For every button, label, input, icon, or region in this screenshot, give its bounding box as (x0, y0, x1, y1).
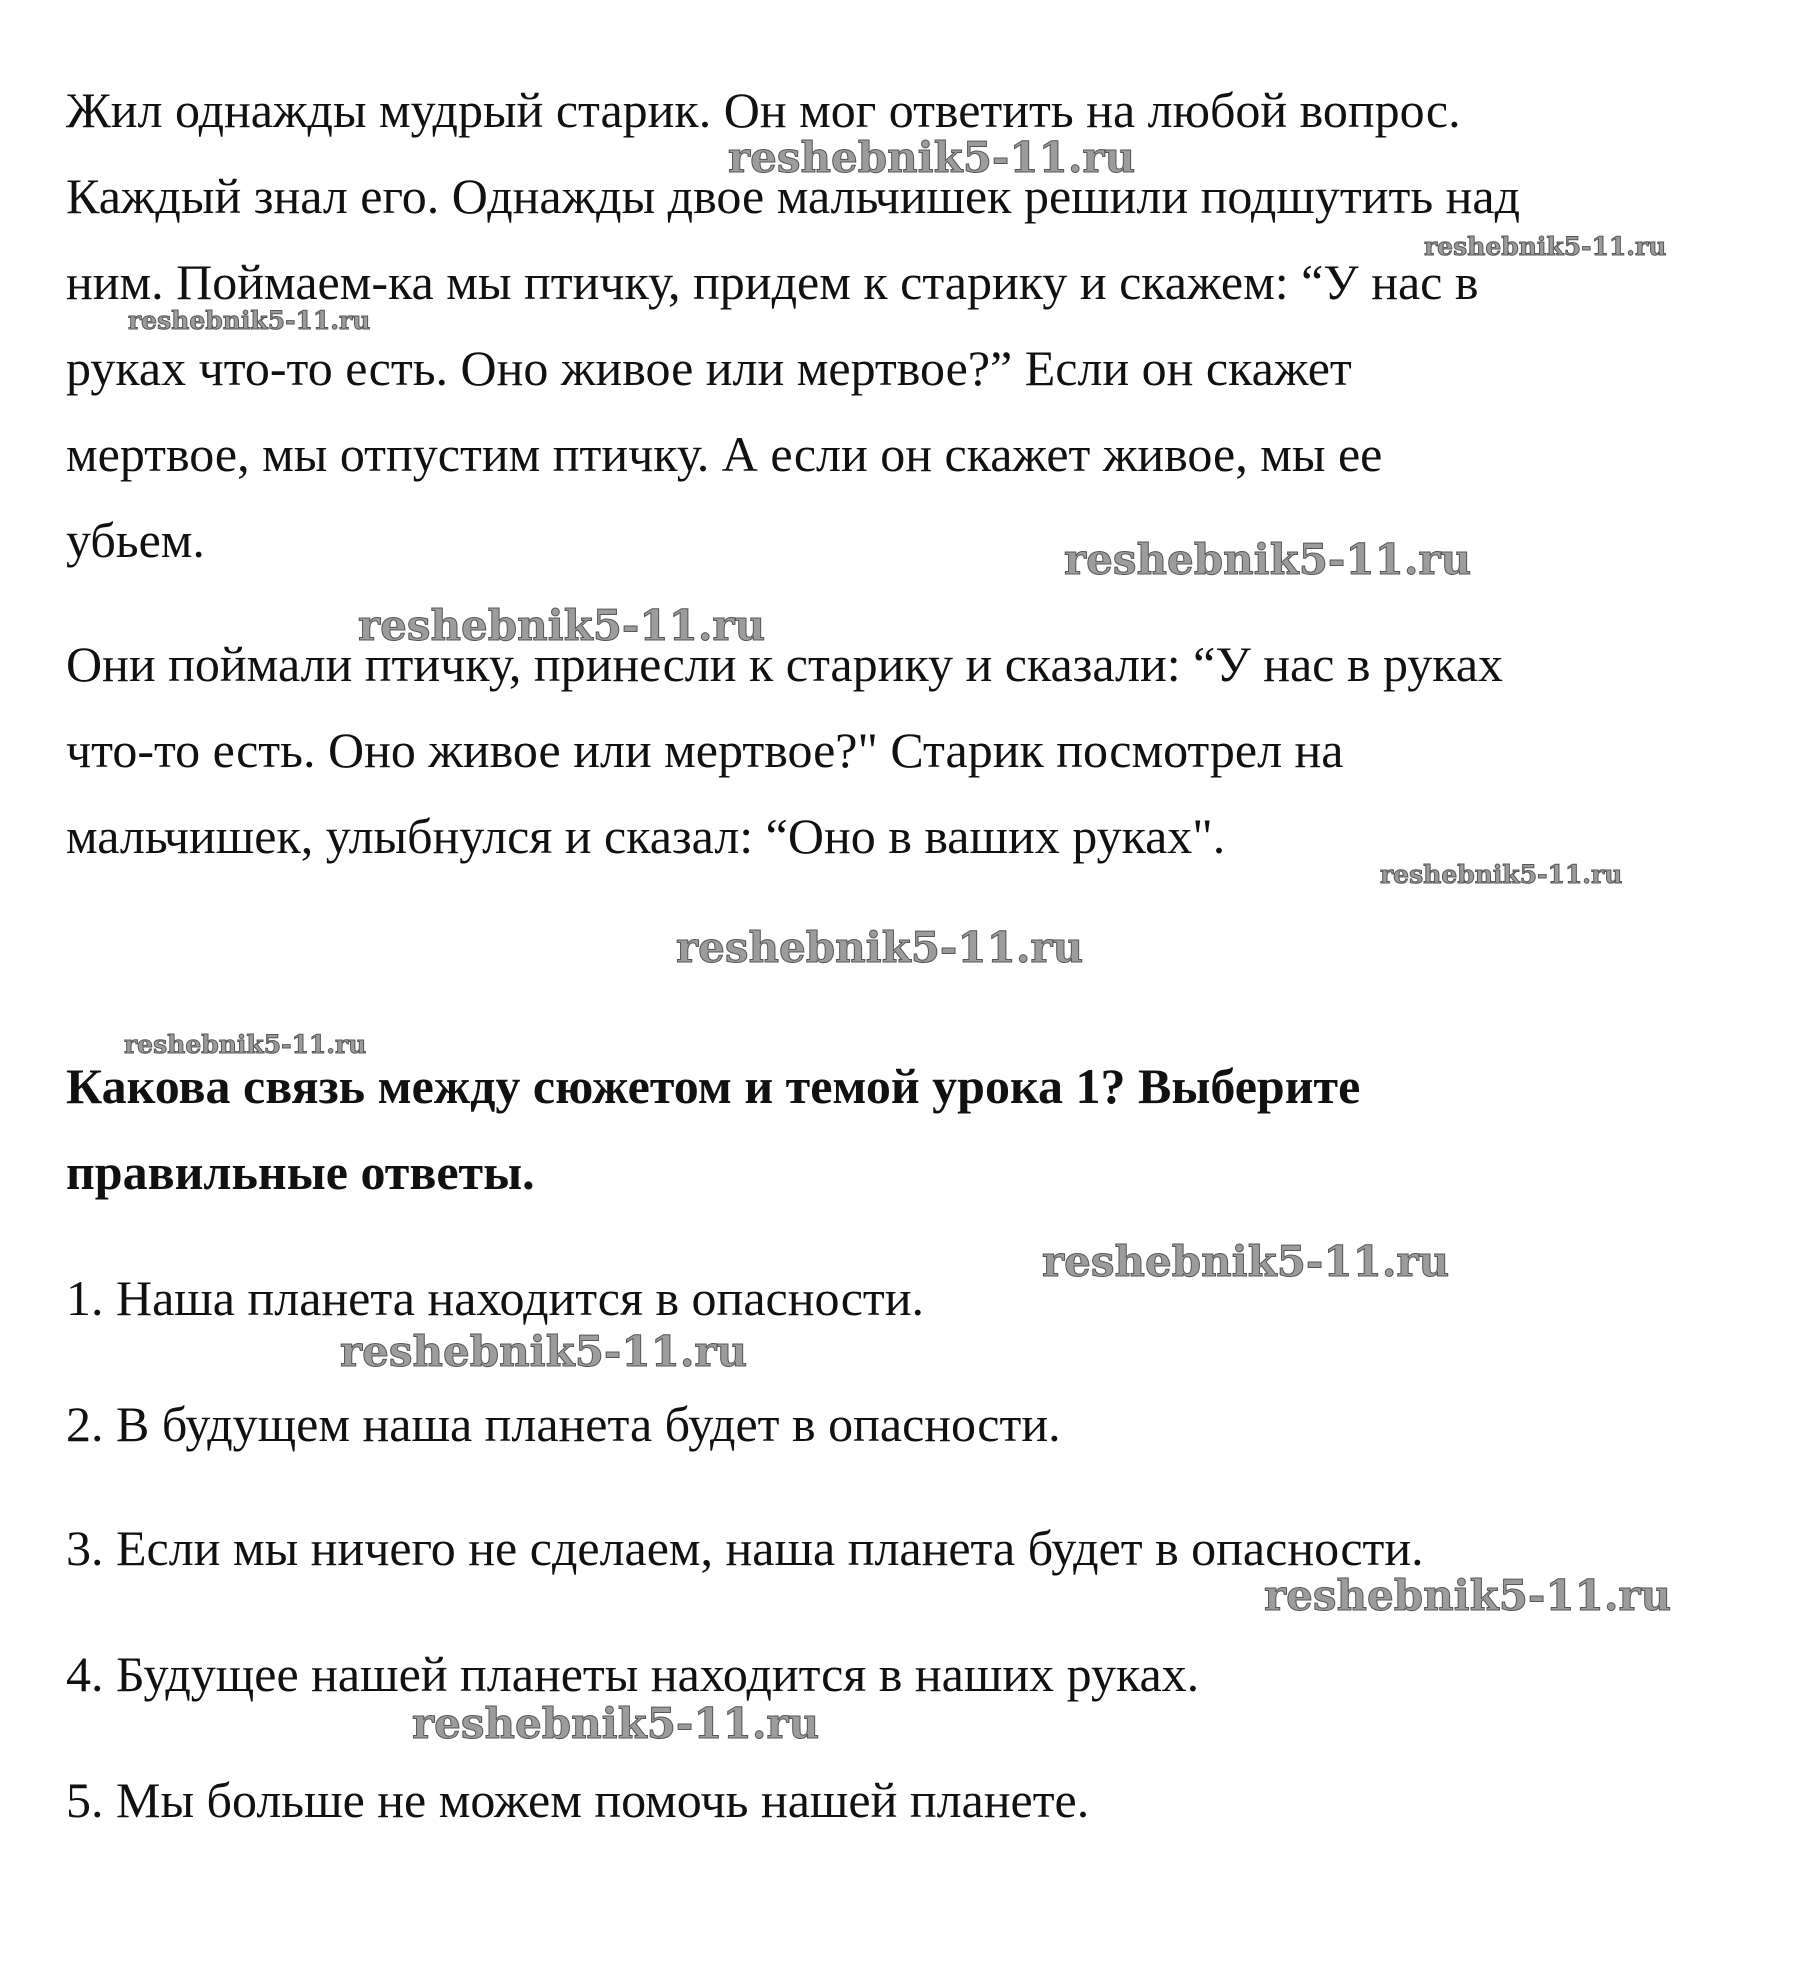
story-paragraph1-line-3: ним. Поймаем-ка мы птичку, придем к старику и скажем: “У нас в (66, 254, 1479, 310)
watermark-10: reshebnik5-11.ru (340, 1327, 748, 1376)
answer-option-3: 3. Если мы ничего не сделаем, наша планета будет в опасности. (66, 1520, 1424, 1576)
watermark-9: reshebnik5-11.ru (1042, 1237, 1450, 1286)
watermark-8: reshebnik5-11.ru (124, 1030, 367, 1059)
watermark-7: reshebnik5-11.ru (676, 923, 1084, 972)
story-paragraph2-line-1: Они поймали птичку, принесли к старику и сказали: “У нас в руках (66, 636, 1504, 692)
story-paragraph1-line-4: руках что-то есть. Оно живое или мертвое?” Если он скажет (66, 340, 1352, 396)
answer-option-5: 5. Мы больше не можем помочь нашей планете. (66, 1772, 1090, 1828)
watermark-6: reshebnik5-11.ru (1380, 860, 1623, 889)
watermark-2: reshebnik5-11.ru (1424, 232, 1667, 261)
watermark-3: reshebnik5-11.ru (128, 306, 371, 335)
answer-option-2: 2. В будущем наша планета будет в опасности. (66, 1396, 1061, 1452)
watermark-11: reshebnik5-11.ru (1264, 1571, 1672, 1620)
story-paragraph1-line-6: убьем. (66, 512, 205, 568)
story-paragraph1-line-1: Жил однажды мудрый старик. Он мог ответить на любой вопрос. (66, 82, 1461, 138)
watermark-5: reshebnik5-11.ru (358, 601, 766, 650)
question-line-1: Какова связь между сюжетом и темой урока 1? Выберите (66, 1058, 1361, 1114)
story-paragraph2-line-3: мальчишек, улыбнулся и сказал: “Оно в ваших руках". (66, 808, 1226, 864)
watermark-12: reshebnik5-11.ru (412, 1699, 820, 1748)
story-paragraph1-line-2: Каждый знал его. Однажды двое мальчишек решили подшутить над (66, 168, 1521, 224)
question-line-2: правильные ответы. (66, 1144, 535, 1200)
story-paragraph2-line-2: что-то есть. Оно живое или мертвое?" Старик посмотрел на (66, 722, 1344, 778)
watermark-1: reshebnik5-11.ru (728, 133, 1136, 182)
answer-option-1: 1. Наша планета находится в опасности. (66, 1270, 925, 1326)
watermark-4: reshebnik5-11.ru (1064, 535, 1472, 584)
story-paragraph1-line-5: мертвое, мы отпустим птичку. А если он скажет живое, мы ее (66, 426, 1383, 482)
answer-option-4: 4. Будущее нашей планеты находится в наших руках. (66, 1646, 1200, 1702)
